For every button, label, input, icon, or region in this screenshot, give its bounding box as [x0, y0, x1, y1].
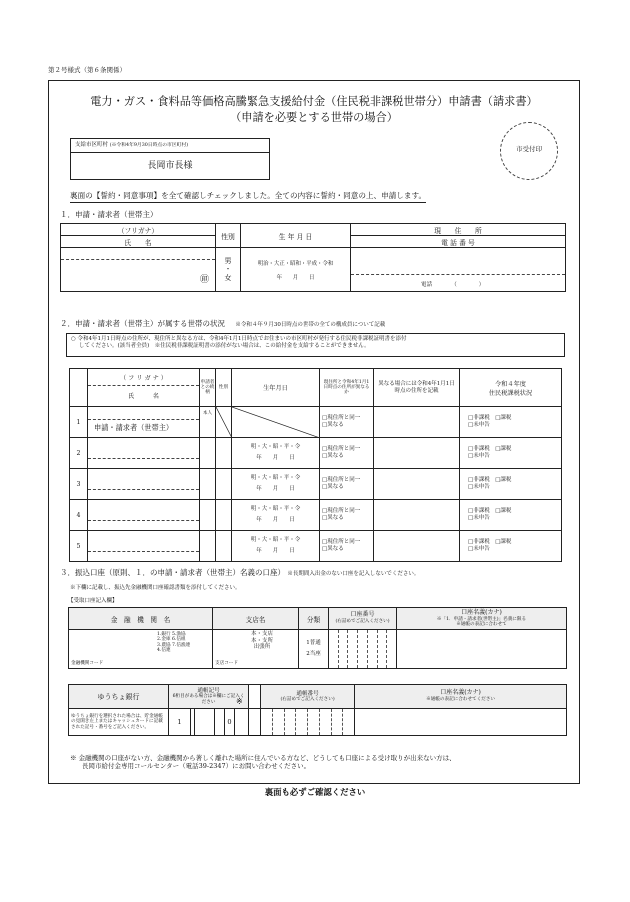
bank-header: 金 融 機 関 名 — [69, 608, 213, 630]
sec2-title: ２．申請・請求者（世帯主）が属する世帯の状況 — [60, 319, 225, 328]
bank-type-5: 5.漁協 — [172, 632, 186, 637]
member-sex-cell[interactable] — [216, 531, 232, 562]
undeclared-checkbox[interactable]: □未申告 — [468, 484, 490, 490]
branch-type-1: 本・支店 — [251, 631, 274, 637]
bank-type-1: 1.銀行 — [157, 632, 171, 637]
kigo-0: 0 — [225, 709, 235, 736]
form-title — [50, 94, 578, 126]
row-number: 2 — [70, 438, 88, 469]
tax-checkbox[interactable]: □課税 — [495, 415, 512, 422]
kind-ordinary[interactable]: 1普通 — [306, 640, 321, 647]
bank-name-cell[interactable] — [69, 630, 213, 669]
member-dob-cell[interactable] — [232, 531, 320, 562]
member-name-cell[interactable] — [88, 531, 200, 562]
holder-cell[interactable] — [397, 630, 567, 669]
household-row — [70, 531, 562, 562]
era-short: 明・大・昭・平・令 — [250, 475, 301, 482]
phone-field[interactable]: 電話 （ ） — [421, 282, 485, 289]
member-sex-cell[interactable] — [216, 438, 232, 469]
era-short: 明・大・昭・平・令 — [250, 537, 301, 544]
h-sex: 性別 — [216, 369, 232, 407]
kigo-note: 6桁目がある場合は※欄にご記入ください — [172, 694, 245, 705]
kind-current[interactable]: 2当座 — [306, 651, 321, 657]
nontax-checkbox[interactable]: □非課税 — [468, 446, 490, 453]
branch-type-2: 本・支所 — [251, 637, 274, 644]
member-sex-cell[interactable] — [216, 469, 232, 500]
undeclared-checkbox[interactable]: □未申告 — [468, 515, 490, 521]
addr-check-cell[interactable] — [320, 407, 374, 438]
tax-checkbox[interactable]: □課税 — [495, 508, 512, 515]
addressee-box — [70, 138, 270, 180]
same-checkbox[interactable]: □現住所と同一 — [322, 446, 361, 453]
dob-cell-self — [232, 407, 320, 438]
sex-header: 性別 — [216, 224, 241, 248]
name-header: 氏 名 — [61, 236, 216, 248]
title-line1: 電力・ガス・食料品等価格高騰緊急支援給付金（住民税非課税世帯分）申請書（請求書） — [90, 95, 538, 108]
bank-type-6: 6.信組 — [172, 637, 186, 643]
acct-no-cell[interactable] — [329, 630, 397, 669]
member-name-cell[interactable] — [88, 469, 200, 500]
consent-text: 裏面の【誓約・同意事項】を全て確認しチェックしました。全ての内容に誓約・同意の上、申請します。 — [70, 190, 426, 203]
holder-header: 口座名義(カナ) — [461, 608, 502, 616]
kigo-extra-digit[interactable] — [235, 697, 249, 736]
holder-note1: ※「1．申請・請求者(世帯主)」名義に限る — [436, 616, 527, 622]
female-option[interactable]: 女 — [224, 273, 232, 282]
footer-line2: 長岡市給付金専用コールセンター（電話39-2347）にお問い合わせください。 — [82, 762, 311, 771]
jan1-address-cell[interactable] — [374, 407, 460, 438]
h-furigana: （ フ リ ガ ナ ） — [88, 370, 199, 386]
applicant-name-cell[interactable] — [61, 248, 216, 292]
jan1-address-cell[interactable] — [374, 531, 460, 562]
addr-check-cell[interactable] — [320, 531, 374, 562]
addr-check-cell[interactable] — [320, 438, 374, 469]
bango-cell[interactable] — [261, 709, 355, 736]
kigo-digit-4[interactable] — [215, 709, 225, 736]
addressee-label: 支給市区町村 — [75, 142, 109, 148]
diff-checkbox[interactable]: □異なる — [322, 515, 344, 521]
era-short: 明・大・昭・平・令 — [250, 444, 301, 451]
member-name-cell[interactable] — [88, 407, 200, 438]
diff-checkbox[interactable]: □異なる — [322, 484, 344, 490]
undeclared-checkbox[interactable]: □未申告 — [468, 453, 490, 459]
bank-code-label: 金融機関コード — [71, 660, 104, 666]
branch-type-3: 出張所 — [253, 644, 271, 651]
row-number: 3 — [70, 469, 88, 500]
branch-code-label: 支店コード — [215, 660, 238, 666]
info-line2: してください。(該当者全員) ※住民税非課税証明書の添付がない場合は、この給付金を支給することができません。 — [79, 342, 370, 349]
relation-self: 本人 — [200, 407, 216, 438]
addr-check-cell[interactable] — [320, 469, 374, 500]
y-holder-note: ※通帳の表記に合わせてください — [426, 697, 496, 703]
era-options: 明治・大正・昭和・平成・令和 — [257, 260, 334, 267]
address-header: 現 住 所 — [351, 224, 566, 236]
h-name: 氏 名 — [128, 393, 159, 400]
sex-cell-self — [216, 407, 232, 438]
diff-checkbox[interactable]: □異なる — [322, 453, 344, 459]
sec3-heading — [60, 568, 419, 578]
diff-checkbox[interactable]: □異なる — [322, 422, 344, 428]
kigo-1: 1 — [169, 709, 191, 736]
row-number: 1 — [70, 407, 88, 438]
h-dob: 生年月日 — [232, 369, 320, 407]
footer-line1: ※ 金融機関の口座がない方、金融機関から著しく離れた場所に住んでいる方など、どうしても口座による受け取りが出来ない方は、 — [70, 754, 456, 762]
dob-cell[interactable] — [241, 248, 351, 292]
y-holder-cell[interactable] — [355, 709, 567, 736]
dob-header: 生 年 月 日 — [241, 224, 351, 248]
member-ymd: 年 月 日 — [256, 517, 295, 523]
row-number: 5 — [70, 531, 88, 562]
tax-status-cell[interactable] — [460, 438, 562, 469]
relation-cell[interactable] — [200, 469, 216, 500]
sex-separator: ・ — [224, 265, 232, 274]
applicant-table — [60, 223, 566, 292]
seal-mark: ㊞ — [199, 275, 209, 285]
nontax-checkbox[interactable]: □非課税 — [468, 508, 490, 515]
h-tax-status: 住民税課税状況 — [488, 389, 533, 397]
tax-checkbox[interactable]: □課税 — [495, 539, 512, 546]
tax-checkbox[interactable]: □課税 — [495, 446, 512, 453]
stamp-label: 市受付印 — [516, 145, 542, 153]
relation-cell[interactable] — [200, 438, 216, 469]
info-line1: ○ 令和4年1月1日時点の住所が、現住所と異なる方は、令和4年1月1日時点でお住まいの市区町村が発行する住民税非課税証明書を添付 — [71, 336, 407, 342]
sec2-heading — [60, 319, 385, 329]
branch-name-cell[interactable] — [213, 630, 299, 669]
male-option[interactable]: 男 — [224, 256, 232, 265]
sex-cell[interactable] — [216, 248, 241, 292]
kigo-header: 通帳記号 — [197, 688, 220, 694]
y-holder-header: 口座名義(カナ) — [440, 689, 481, 697]
bango-note: (右詰めでご記入ください) — [280, 697, 335, 703]
title-line2: （申請を必要とする世帯の場合） — [230, 111, 398, 125]
member-name-cell[interactable] — [88, 438, 200, 469]
bank-type-4: 4.信連 — [157, 647, 171, 653]
h-addr-differs: 現住所と令和4年1月1日時点の住所が異なるか — [320, 369, 374, 407]
kigo-digit-3[interactable] — [195, 709, 215, 736]
household-row — [70, 500, 562, 531]
furigana-header: （フリガナ） — [61, 224, 216, 236]
sec3-note: ※長期間入出金のない口座を記入しないでください。 — [287, 571, 420, 577]
tax-status-cell[interactable] — [460, 531, 562, 562]
jan1-address-cell[interactable] — [374, 469, 460, 500]
yucho-header: ゆうちょ銀行 — [69, 685, 169, 709]
bank-type-3: 3.農協 — [157, 642, 171, 648]
h-addr-jan1: 異なる場合には令和4年1月1日時点の住所を記載 — [374, 369, 460, 407]
member-dob-cell[interactable] — [232, 438, 320, 469]
member-dob-cell[interactable] — [232, 500, 320, 531]
acct-no-note: (右詰めでご記入ください) — [335, 619, 390, 625]
era-short: 明・大・昭・平・令 — [250, 506, 301, 513]
member-sex-cell[interactable] — [216, 500, 232, 531]
branch-header: 支店名 — [213, 608, 299, 630]
h-relation: 申請者との続柄 — [200, 369, 216, 407]
addressee-note: (※令和4年9月30日時点の市区町村) — [109, 143, 189, 148]
sec1-heading: １．申請・請求者（世帯主） — [60, 210, 158, 219]
tax-status-cell[interactable] — [460, 407, 562, 438]
addr-check-cell[interactable] — [320, 500, 374, 531]
bank-table — [68, 607, 567, 669]
member-name-cell[interactable] — [88, 500, 200, 531]
addressee-name: 長岡市長様 — [147, 160, 193, 171]
nontax-checkbox[interactable]: □非課税 — [468, 539, 490, 546]
nontax-checkbox[interactable]: □非課税 — [468, 477, 490, 484]
member-ymd: 年 月 日 — [256, 548, 295, 554]
yucho-table — [68, 684, 567, 736]
form-number: 第２号様式（第６条関係） — [48, 66, 126, 74]
kind-header: 分類 — [299, 608, 329, 630]
household-row — [70, 469, 562, 500]
sec2-note: ※令和４年９月30日時点の世帯の全ての構成員について記載 — [235, 322, 386, 328]
yucho-note: ゆうちょ銀行を選択された場合は、貯金通帳の見開き左上またはキャッシュカードに記載された記号・番号をご記入ください。 — [69, 709, 169, 736]
acct-no-header: 口座番号 — [350, 611, 375, 619]
diff-checkbox[interactable]: □異なる — [322, 546, 344, 552]
bank-type-2: 2.金庫 — [157, 637, 171, 643]
same-checkbox[interactable]: □現住所と同一 — [322, 508, 361, 515]
footer-note — [70, 754, 570, 770]
sec2-info-box — [66, 333, 565, 357]
phone-header: 電 話 番 号 — [351, 236, 566, 248]
dob-ymd: 年 月 日 — [276, 274, 315, 281]
kind-cell[interactable] — [299, 630, 329, 669]
undeclared-checkbox[interactable]: □未申告 — [468, 422, 490, 428]
tax-status-cell[interactable] — [460, 500, 562, 531]
jan1-address-cell[interactable] — [374, 500, 460, 531]
back-note: 裏面も必ずご確認ください — [264, 787, 366, 797]
sec3-title: ３．振込口座（原則、１．の申請・請求者（世帯主）名義の口座） — [60, 568, 285, 577]
member-ymd: 年 月 日 — [256, 455, 295, 461]
row-number: 4 — [70, 500, 88, 531]
undeclared-checkbox[interactable]: □未申告 — [468, 546, 490, 552]
nontax-checkbox[interactable]: □非課税 — [468, 415, 490, 422]
sec3-note2: ※下欄に記載し、振込先金融機関口座確認書類を添付してください。 — [70, 585, 241, 591]
holder-note2: ※通帳の表記に合わせて — [456, 621, 507, 627]
same-checkbox[interactable]: □現住所と同一 — [322, 477, 361, 484]
tax-status-cell[interactable] — [460, 469, 562, 500]
relation-cell[interactable] — [200, 500, 216, 531]
relation-cell[interactable] — [200, 531, 216, 562]
reception-stamp — [500, 122, 558, 180]
tax-checkbox[interactable]: □課税 — [495, 477, 512, 484]
household-row — [70, 407, 562, 438]
household-row — [70, 438, 562, 469]
bango-header: 通帳番号 — [296, 690, 319, 697]
household-table — [69, 368, 562, 562]
same-checkbox[interactable]: □現住所と同一 — [322, 415, 361, 422]
same-checkbox[interactable]: □現住所と同一 — [322, 539, 361, 546]
member-ymd: 年 月 日 — [256, 486, 295, 492]
address-cell[interactable] — [351, 248, 566, 292]
jan1-address-cell[interactable] — [374, 438, 460, 469]
account-box-label: 【受取口座記入欄】 — [68, 598, 118, 604]
kome-mark: ※ — [236, 697, 243, 706]
member-dob-cell[interactable] — [232, 469, 320, 500]
bank-type-7: 7.信漁連 — [172, 642, 191, 648]
h-tax-year: 令和４年度 — [495, 380, 526, 388]
applicant-label: 申請・請求者（世帯主） — [94, 423, 174, 432]
